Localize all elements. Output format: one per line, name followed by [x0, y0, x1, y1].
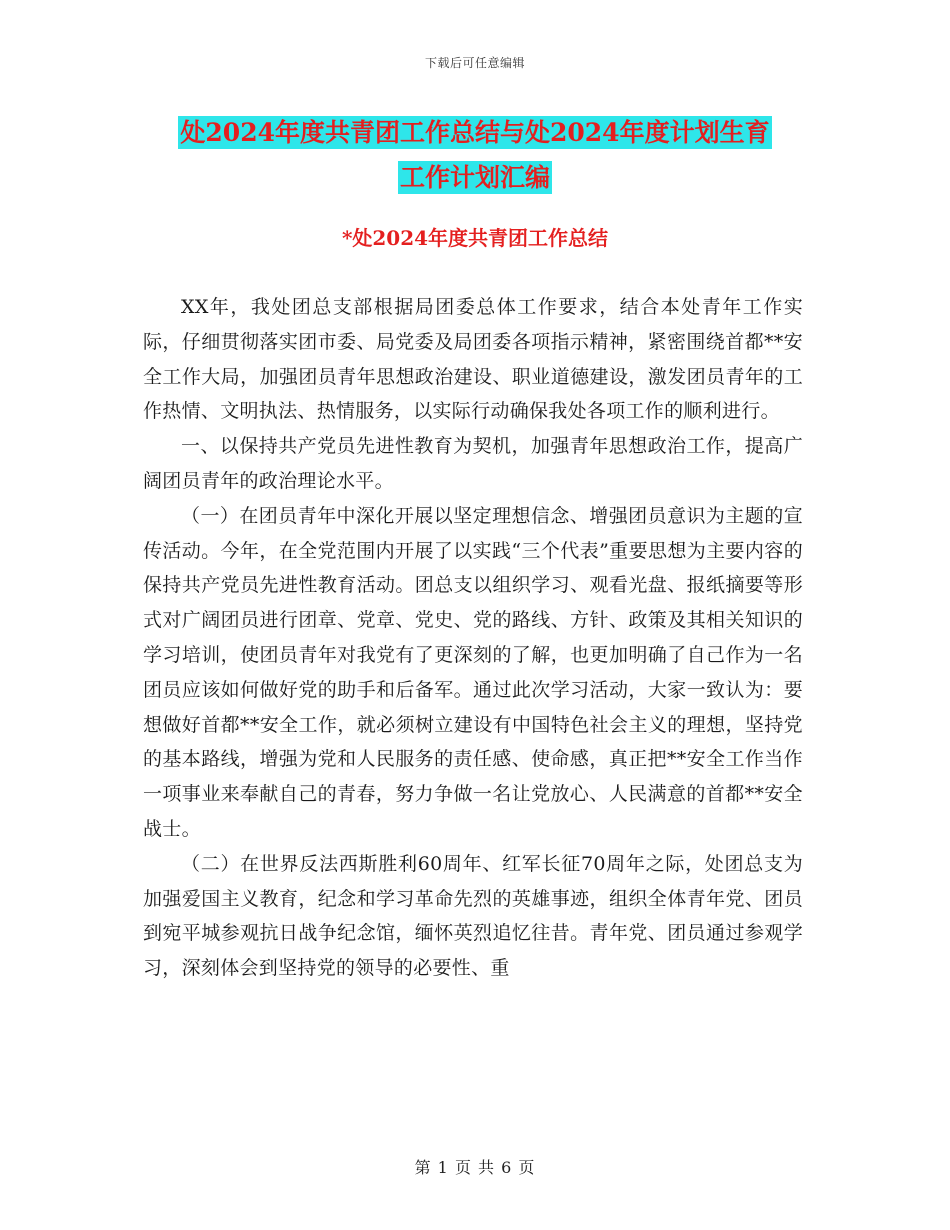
page-number-footer: 第 1 页 共 6 页 [414, 1158, 536, 1177]
document-title [130, 110, 820, 200]
paragraph-item-2: （二）在世界反法西斯胜利60周年、红军长征70周年之际，处团总支为加强爱国主义教育，纪念和学习革命先烈的英雄事迹，组织全体青年党、团员到宛平城参观抗日战争纪念馆，缅怀英烈追忆往昔。青年党、团员通过参观学习，深刻体会到坚持党的领导的必要性、重 [143, 852, 803, 980]
document-title-line-2: 工作计划汇编 [399, 163, 550, 192]
header-note: 下载后可任意编辑 [424, 56, 525, 70]
document-title-line-1: 处2024年度共青团工作总结与处2024年度计划生育 [180, 118, 770, 147]
paragraph-heading-1: 一、以保持共产党员先进性教育为契机，加强青年思想政治工作，提高广阔团员青年的政治理论水平。 [143, 435, 803, 492]
paragraph-intro: XX年，我处团总支部根据局团委总体工作要求，结合本处青年工作实际，仔细贯彻落实团市委、局党委及局团委各项指示精神，紧密围绕首都**安全工作大局，加强团员青年思想政治建设、职业道德建设，激发团员青年的工作热情、文明执法、热情服务，以实际行动确保我处各项工作的顺利进行。 [143, 296, 803, 423]
section-title: *处2024年度共青团工作总结 [341, 226, 609, 250]
paragraph-item-1: （一）在团员青年中深化开展以坚定理想信念、增强团员意识为主题的宣传活动。今年，在全党范围内开展了以实践“三个代表”重要思想为主要内容的保持共产党员先进性教育活动。团总支以组织学习、观看光盘、报纸摘要等形式对广阔团员进行团章、党章、党史、党的路线、方针、政策及其相关知识的学习培训，使团员青年对我党有了更深刻的了解，也更加明确了自己作为一名团员应该如何做好党的助手和后备军。通过此次学习活动，大家一致认为：要想做好首都**安全工作，就必须树立建设有中国特色社会主义的理想，坚持党的基本路线，增强为党和人民服务的责任感、使命感，真正把**安全工作当作一项事业来奉献自己的青春，努力争做一名让党放心、人民满意的首都**安全战士。 [143, 504, 803, 840]
body-text [143, 290, 803, 986]
